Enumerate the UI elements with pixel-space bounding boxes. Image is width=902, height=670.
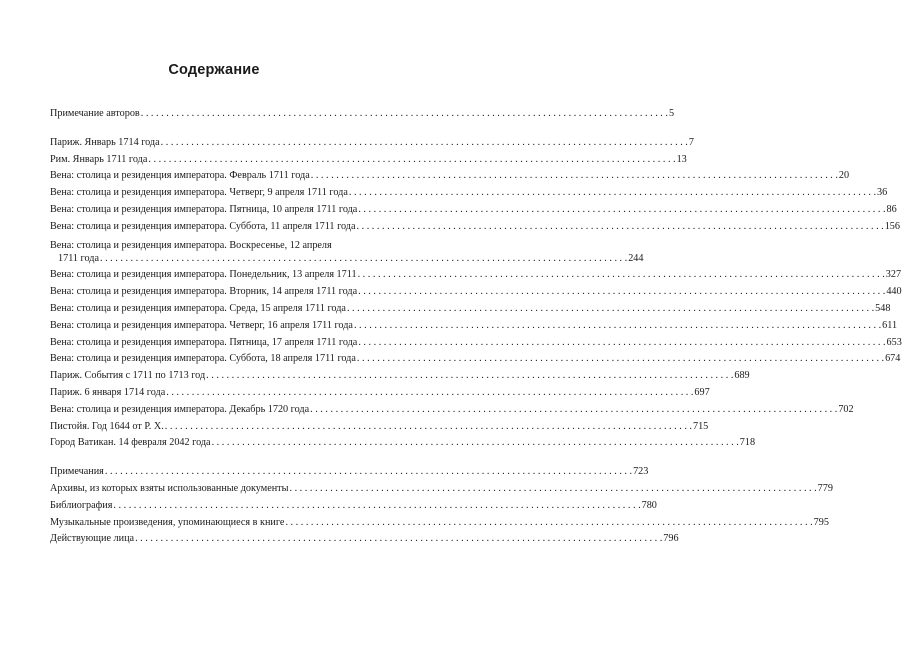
dot-leader — [310, 170, 839, 181]
toc-entry-title: Архивы, из которых взяты использованные документы — [50, 482, 289, 494]
toc-page-number: 611 — [882, 319, 898, 331]
toc-page-number: 7 — [688, 136, 694, 148]
dot-leader — [309, 404, 838, 415]
toc-entry[interactable] — [50, 437, 756, 454]
dot-leader — [357, 269, 886, 280]
toc-entry[interactable] — [50, 420, 709, 438]
toc-entry-title: Вена: столица и резиденция императора. Четверг, 9 апреля 1711 года — [50, 187, 348, 199]
toc-page-number: 327 — [885, 269, 902, 281]
dot-leader — [356, 353, 885, 364]
dot-leader — [147, 154, 676, 165]
toc-entry-title: Париж. События с 1711 по 1713 год — [50, 370, 206, 382]
dot-leader — [165, 387, 694, 398]
dot-leader — [205, 370, 734, 381]
dot-leader — [134, 533, 663, 544]
dot-leader — [164, 421, 693, 432]
dot-leader — [211, 437, 740, 448]
dot-leader — [348, 187, 877, 198]
toc-entry[interactable] — [50, 336, 902, 354]
toc-entry-title: Вена: столица и резиденция императора. Суббота, 11 апреля 1711 года — [50, 220, 356, 232]
toc-entry-title: Вена: столица и резиденция императора. Вторник, 14 апреля 1711 года — [50, 286, 358, 298]
toc-entry-title-continued: 1711 года — [58, 252, 99, 264]
toc-entry[interactable] — [50, 466, 649, 483]
toc-entry[interactable] — [50, 238, 644, 270]
toc-entry-title: Вена: столица и резиденция императора. Февраль 1711 года — [50, 170, 310, 182]
toc-page-number: 5 — [668, 108, 675, 119]
toc-page-number: 796 — [663, 533, 679, 545]
toc-entry[interactable] — [50, 187, 888, 204]
toc-entry[interactable] — [50, 203, 897, 221]
toc-entry-title: Библиография — [50, 499, 113, 511]
table-of-contents — [50, 108, 902, 550]
toc-entry[interactable] — [50, 319, 898, 337]
toc-page-number: 36 — [877, 187, 888, 199]
toc-entry-title: Вена: столица и резиденция императора. Воскресенье, 12 апреля — [50, 239, 332, 251]
section-gap — [50, 125, 394, 137]
toc-entry[interactable] — [50, 286, 902, 303]
toc-page-number: 715 — [692, 420, 709, 432]
section-gap — [50, 454, 394, 466]
toc-entry-title: Париж. Январь 1714 года — [50, 136, 160, 148]
toc-entry-title: Париж. 6 января 1714 года — [50, 386, 166, 398]
toc-entry-title: Примечание авторов — [50, 108, 140, 119]
toc-entry[interactable] — [50, 386, 710, 404]
toc-entry[interactable] — [50, 482, 833, 500]
toc-page-number: 86 — [886, 203, 897, 215]
toc-page-number: 674 — [885, 353, 901, 365]
dot-leader — [353, 320, 882, 331]
toc-entry-title: Вена: столица и резиденция императора. Четверг, 16 апреля 1711 года — [50, 319, 353, 331]
toc-page-number: 723 — [633, 466, 649, 478]
dot-leader — [357, 204, 886, 215]
toc-page-number: 702 — [838, 403, 854, 415]
dot-leader — [357, 337, 886, 348]
toc-entry[interactable] — [50, 499, 657, 517]
toc-entry-title: Вена: столица и резиденция императора. Суббота, 18 апреля 1711 года — [50, 353, 356, 365]
toc-page-number: 689 — [734, 370, 750, 382]
dot-leader — [140, 108, 669, 119]
toc-page-number: 697 — [694, 386, 710, 398]
toc-page-number: 718 — [739, 437, 756, 449]
toc-entry[interactable] — [50, 170, 850, 187]
toc-page-number: 780 — [641, 499, 657, 511]
toc-entry[interactable] — [50, 353, 901, 370]
dot-leader — [357, 286, 886, 297]
toc-page-number: 156 — [884, 220, 900, 232]
dot-leader — [356, 221, 885, 232]
toc-entry-title: Вена: столица и резиденция императора. Понедельник, 13 апреля 1711 — [50, 269, 357, 281]
toc-entry-title: Город Ватикан. 14 февраля 2042 года — [50, 437, 211, 449]
dot-leader — [104, 466, 633, 477]
toc-entry[interactable] — [50, 533, 679, 550]
dot-leader — [160, 137, 689, 148]
toc-entry-title: Примечания — [50, 466, 104, 478]
dot-leader — [288, 483, 817, 494]
toc-page-number: 440 — [886, 286, 902, 298]
toc-entry[interactable] — [50, 403, 854, 421]
toc-page-number: 795 — [813, 516, 829, 528]
dot-leader — [99, 253, 628, 264]
toc-entry[interactable] — [50, 302, 891, 320]
toc-page-number: 20 — [838, 170, 850, 182]
dot-leader — [284, 517, 813, 528]
toc-entry[interactable] — [50, 153, 687, 171]
toc-page-number: 653 — [886, 336, 902, 348]
toc-entry-title: Вена: столица и резиденция императора. Пятница, 10 апреля 1711 года — [50, 203, 358, 215]
dot-leader — [346, 303, 875, 314]
toc-entry[interactable] — [50, 269, 902, 286]
toc-entry[interactable] — [50, 516, 829, 534]
toc-entry[interactable] — [50, 108, 675, 125]
toc-page-number: 779 — [817, 482, 833, 494]
toc-entry[interactable] — [50, 370, 750, 387]
toc-entry-title: Вена: столица и резиденция императора. Пятница, 17 апреля 1711 года — [50, 336, 358, 348]
toc-entry-title: Рим. Январь 1711 года — [50, 153, 148, 165]
toc-entry-title: Вена: столица и резиденция императора. Декабрь 1720 года — [50, 403, 310, 415]
toc-page-number: 548 — [875, 302, 891, 314]
toc-page-number: 13 — [676, 153, 687, 165]
toc-entry[interactable] — [50, 220, 900, 238]
page-title: Содержание — [168, 62, 260, 78]
toc-entry-title: Пистойя. Год 1644 от Р. Х. — [50, 420, 164, 432]
toc-page-number: 244 — [628, 252, 644, 264]
toc-entry-title: Музыкальные произведения, упоминающиеся в книге — [50, 516, 285, 528]
toc-entry-title: Действующие лица — [50, 533, 135, 545]
toc-entry[interactable] — [50, 136, 694, 154]
dot-leader — [112, 500, 641, 511]
toc-entry-title: Вена: столица и резиденция императора. Среда, 15 апреля 1711 года — [50, 302, 346, 314]
